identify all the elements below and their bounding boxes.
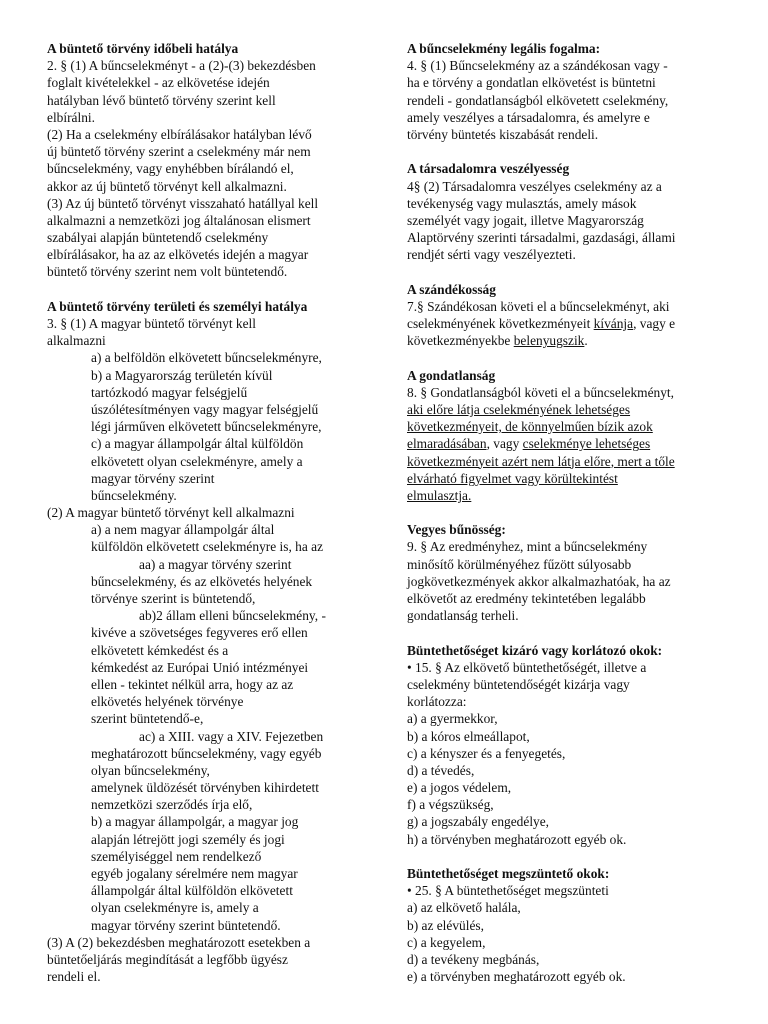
text-line: akkor az új büntető törvényt kell alkalmazni. <box>47 178 287 194</box>
text-line: törvény büntetés kiszabását rendeli. <box>407 126 599 142</box>
paragraph-gap <box>407 143 727 160</box>
section-title: A társadalomra veszélyesség <box>407 161 570 177</box>
underlined-text: következményeit, de könnyelműen bízik azok <box>407 419 653 435</box>
right-column <box>407 40 727 985</box>
text-line: új büntető törvény szerint a cselekmény már nem <box>47 144 311 160</box>
indented-text-line: ellen - tekintet nélkül arra, hogy az az <box>91 676 294 692</box>
text-line: 4. § (1) Bűncselekmény az a szándékosan vagy - <box>407 58 668 74</box>
paragraph-gap <box>407 624 727 641</box>
section-title: A büntető törvény időbeli hatálya <box>47 41 239 56</box>
text-segment: , vagy e <box>633 316 676 331</box>
indented-text-line: a) a belföldön elkövetett bűncselekményre, <box>91 350 322 366</box>
text-line <box>407 332 727 349</box>
underlined-text: elvárható figyelmet vagy körültekintést <box>407 470 618 486</box>
text-line: 2. § (1) A bűncselekményt - a (2)-(3) bekezdésben <box>47 58 316 74</box>
indented-text-line: személyiséggel nem rendelkező <box>91 848 262 864</box>
text-line: f) a végszükség, <box>407 797 494 813</box>
indented-text-line: kivéve a szövetséges fegyveres erő ellen <box>91 625 308 641</box>
text-line <box>407 401 727 418</box>
text-line: amely veszélyes a társadalomra, és amelyre e <box>407 109 650 125</box>
text-line: büntetőeljárás megindítását a legfőbb ügyész <box>47 951 288 967</box>
text-line: alkalmazni <box>47 333 106 349</box>
indented-text-line: amelynek üldözését törvényben kihirdetett <box>91 780 319 796</box>
text-line <box>407 418 727 435</box>
indented-text-line: elkövetett olyan cselekményre, amely a <box>91 453 303 469</box>
text-line: rendeli el. <box>47 969 101 985</box>
text-line: elkövetőt az eredmény tekintetében legalább <box>407 591 646 606</box>
indented-text-line: úszólétesítményen vagy magyar felségjelű <box>91 401 319 417</box>
section-title: A szándékosság <box>407 281 496 297</box>
indented-text-line: ab)2 állam elleni bűncselekmény, - <box>139 608 326 624</box>
text-line <box>407 487 727 504</box>
section-title: A bűncselekmény legális fogalma: <box>407 41 601 56</box>
text-line: hatályban lévő büntető törvény szerint kell <box>47 92 276 108</box>
text-line: elbírálni. <box>47 109 95 125</box>
text-line <box>407 315 727 332</box>
text-line: c) a kényszer és a fenyegetés, <box>407 745 566 761</box>
section-title: Vegyes bűnösség: <box>407 522 506 538</box>
text-line: gondatlanság terheli. <box>407 608 519 624</box>
indented-text-line: tartózkodó magyar felségjelű <box>91 384 248 400</box>
text-line: g) a jogszabály engedélye, <box>407 814 550 830</box>
text-line: Alaptörvény szerinti társadalmi, gazdasági, állami <box>407 230 676 246</box>
text-line: személyét vagy jogait, illetve Magyarország <box>407 212 644 228</box>
paragraph-gap <box>407 848 727 865</box>
text-line: d) a tevékeny megbánás, <box>407 951 540 967</box>
text-line: (3) A (2) bekezdésben meghatározott esetekben a <box>47 934 311 950</box>
paragraph-gap <box>47 281 369 298</box>
text-line: 9. § Az eredményhez, mint a bűncselekmény <box>407 539 648 555</box>
paragraph-gap <box>407 263 727 280</box>
indented-text-line: elkövetés helyének törvénye <box>91 694 244 710</box>
text-line: a) az elkövető halála, <box>407 900 521 916</box>
underlined-text: aki előre látja cselekményének lehetséges <box>407 401 631 417</box>
indented-text-line: b) a Magyarország területén kívül <box>91 367 273 383</box>
indented-text-line: légi járműven elkövetett bűncselekményre, <box>91 419 322 435</box>
text-line: 8. § Gondatlanságból követi el a bűncselekményt, <box>407 384 675 400</box>
paragraph-gap <box>407 349 727 366</box>
text-line <box>407 470 727 487</box>
indented-text-line: egyéb jogalany sérelmére nem magyar <box>91 866 298 881</box>
text-segment: következményekbe <box>407 333 514 349</box>
section-title: A büntető törvény területi és személyi hatálya <box>47 298 308 314</box>
text-line: c) a kegyelem, <box>407 934 486 950</box>
indented-text-line: b) a magyar állampolgár, a magyar jog <box>91 814 299 830</box>
indented-text-line: kémkedést az Európai Unió intézményei <box>91 659 309 675</box>
paragraph-gap <box>407 504 727 521</box>
text-line <box>407 435 727 452</box>
text-line: (2) Ha a cselekmény elbírálásakor hatályban lévő <box>47 126 312 142</box>
text-line: 7.§ Szándékosan követi el a bűncselekményt, aki <box>407 298 670 314</box>
indented-text-line: alapján létrejött jogi személy és jogi <box>91 831 285 847</box>
text-line: b) az elévülés, <box>407 917 484 933</box>
text-line: minősítő körülményéhez fűzött súlyosabb <box>407 556 632 572</box>
section-title: Büntethetőséget megszüntető okok: <box>407 866 610 881</box>
text-line: rendeli - gondatlanságból elkövetett cselekmény, <box>407 92 669 108</box>
indented-text-line: c) a magyar állampolgár által külföldön <box>91 436 304 452</box>
indented-text-line: meghatározott bűncselekmény, vagy egyéb <box>91 745 322 761</box>
left-column <box>47 40 369 985</box>
text-line: elbírálásakor, ha az az elkövetés idején a magyar <box>47 247 309 263</box>
indented-text-line: külföldön elkövetett cselekményre is, ha az <box>91 539 324 555</box>
text-line: bűncselekmény, vagy enyhébben bírálandó el, <box>47 161 294 177</box>
underlined-text: elmaradásában <box>407 436 487 452</box>
text-line: ha e törvény a gondatlan elkövetést is büntetni <box>407 75 656 91</box>
section-title: Büntethetőséget kizáró vagy korlátozó okok: <box>407 642 663 658</box>
text-line: szabályai alapján büntetendő cselekmény <box>47 230 269 246</box>
indented-text-line: ac) a XIII. vagy a XIV. Fejezetben <box>139 728 324 744</box>
indented-text-line: a) a nem magyar állampolgár által <box>91 522 275 538</box>
underlined-text: cselekménye lehetséges <box>522 436 651 452</box>
underlined-text: kívánja <box>593 316 634 331</box>
text-line: (3) Az új büntető törvényt visszaható hatállyal kell <box>47 195 319 211</box>
text-line: • 25. § A büntethetőséget megszünteti <box>407 883 609 899</box>
indented-text-line: magyar törvény szerint <box>91 470 215 486</box>
text-segment: . <box>584 333 588 349</box>
indented-text-line: szerint büntetendő-e, <box>91 711 204 727</box>
indented-text-line: bűncselekmény. <box>91 487 177 503</box>
underlined-text: elmulasztja. <box>407 487 472 503</box>
text-line: foglalt kivételekkel - az elkövetése idején <box>47 75 270 91</box>
text-line: e) a törvényben meghatározott egyéb ok. <box>407 969 626 985</box>
text-line: b) a kóros elmeállapot, <box>407 728 530 744</box>
indented-text-line: bűncselekmény, és az elkövetés helyének <box>91 573 313 589</box>
text-line: cselekmény büntetendőségét kizárja vagy <box>407 676 630 692</box>
indented-text-line: törvénye szerint is büntetendő, <box>91 591 256 606</box>
text-line: büntető törvény szerint nem volt büntetendő. <box>47 264 288 280</box>
text-line: tevékenység vagy mulasztás, amely mások <box>407 195 637 211</box>
indented-text-line: magyar törvény szerint büntetendő. <box>91 917 281 933</box>
text-line: • 15. § Az elkövető büntethetőségét, illetve a <box>407 659 647 675</box>
text-line: 3. § (1) A magyar büntető törvényt kell <box>47 316 256 331</box>
section-title: A gondatlanság <box>407 367 496 383</box>
text-line: (2) A magyar büntető törvényt kell alkalmazni <box>47 505 295 521</box>
text-line: korlátozza: <box>407 694 467 710</box>
text-line <box>407 453 727 470</box>
indented-text-line: elkövetett kémkedést és a <box>91 642 229 658</box>
text-line: a) a gyermekkor, <box>407 711 498 727</box>
indented-text-line: olyan cselekményre is, amely a <box>91 900 259 916</box>
indented-text-line: aa) a magyar törvény szerint <box>139 556 292 572</box>
text-line: jogkövetkezmények akkor alkalmazhatóak, ha az <box>407 573 671 589</box>
text-segment: cselekményének következményeit <box>407 316 594 331</box>
text-line: 4§ (2) Társadalomra veszélyes cselekmény az a <box>407 178 662 194</box>
indented-text-line: állampolgár által külföldön elkövetett <box>91 883 293 899</box>
text-line: e) a jogos védelem, <box>407 780 512 796</box>
text-segment: , vagy <box>486 436 523 452</box>
indented-text-line: nemzetközi szerződés írja elő, <box>91 797 253 813</box>
text-line: alkalmazni a nemzetközi jog általánosan elismert <box>47 212 311 228</box>
text-line: rendjét sérti vagy veszélyezteti. <box>407 247 576 263</box>
text-line: d) a tévedés, <box>407 762 475 778</box>
text-line: h) a törvényben meghatározott egyéb ok. <box>407 831 627 847</box>
underlined-text: következményeit azért nem látja előre, mert a tőle <box>407 453 675 469</box>
underlined-text: belenyugszik <box>513 333 585 349</box>
indented-text-line: olyan bűncselekmény, <box>91 762 210 778</box>
